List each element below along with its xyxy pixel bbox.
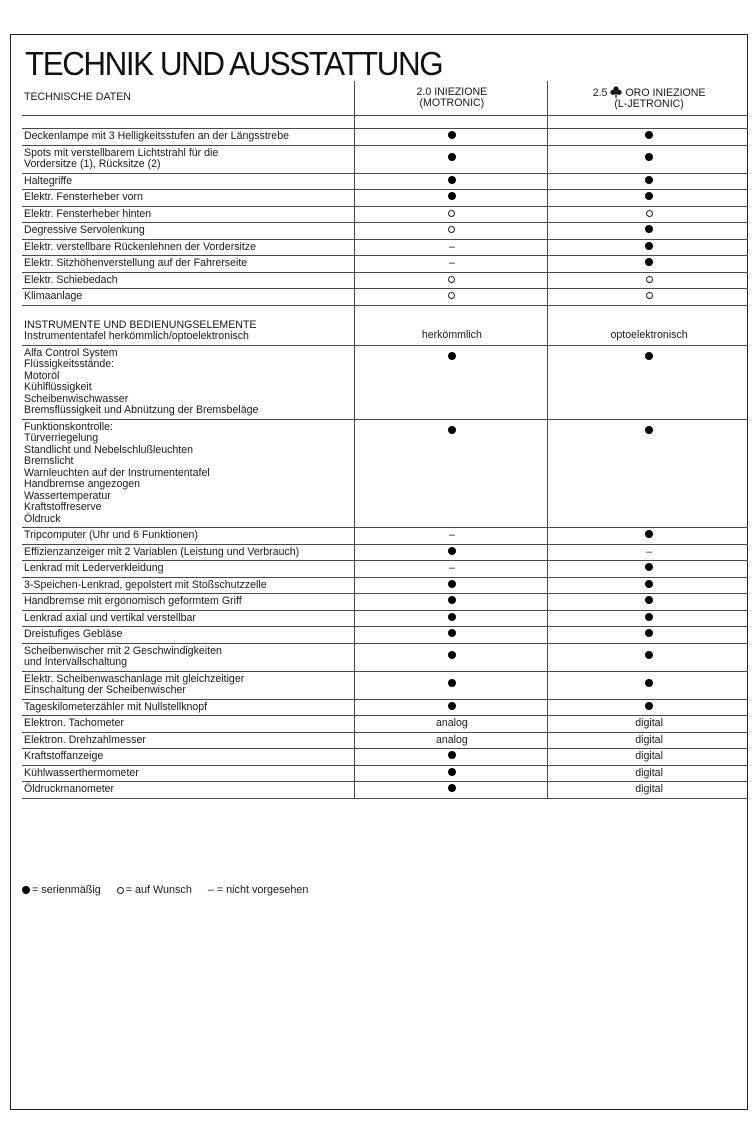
feature-label-line: Vordersitze (1), Rücksitze (2) [24,158,161,170]
table-row [22,289,748,306]
filled-dot-icon [448,702,456,710]
value-2-5 [548,716,748,733]
filled-dot-icon [448,613,456,621]
filled-dot-icon [22,886,30,894]
feature-label-line: Bremsflüssigkeit und Abnützung der Bremsbeläge [24,404,259,416]
value-2-0 [354,716,548,733]
table-row [22,190,748,207]
feature-label-line: Elektr. Sitzhöhenverstellung auf der Fahrerseite [24,257,248,269]
feature-label [22,561,354,578]
feature-label-line: Flüssigkeitsstände: [24,358,115,370]
column-header-2-5 [548,81,748,116]
filled-dot-icon [645,530,653,538]
feature-label-line: Handbremse angezogen [24,478,141,490]
column-header-2-0-line2: (MOTRONIC) [419,97,485,109]
feature-label [22,610,354,627]
feature-label [22,145,354,173]
feature-label-line: Haltegriffe [24,174,73,187]
filled-dot-icon [645,131,653,139]
open-circle-icon [646,276,653,283]
section-heading-cell [22,318,354,346]
feature-label-line: Tripcomputer (Uhr und 6 Funktionen) [24,529,198,541]
value-2-5 [548,419,748,528]
filled-dot-icon [645,629,653,637]
value-2-0 [354,643,548,671]
open-circle-icon [448,226,455,233]
value-2-0 [354,129,548,146]
feature-label-line: Standlicht und Nebelschlußleuchten [24,443,194,456]
spacer-row [22,305,748,318]
table-row [22,544,748,561]
feature-label [22,528,354,545]
filled-dot-icon [448,580,456,588]
feature-label-line: Wassertemperatur [24,489,111,502]
feature-label-line: Kraftstoffanzeige [24,750,104,762]
feature-label-line: Klimaanlage [24,290,83,302]
feature-label-line: Elektron. Drehzahlmesser [24,733,146,746]
feature-label-line: Scheibenwischwasser [24,392,129,405]
value-text: optoelektronisch [610,329,688,341]
value-text: digital [635,766,663,779]
value-2-5 [548,610,748,627]
value-2-0 [354,528,548,545]
filled-dot-icon [448,768,456,776]
legend-item-not-available [208,884,309,896]
table-row [22,528,748,545]
table-row [22,671,748,699]
table-row [22,272,748,289]
filled-dot-icon [448,751,456,759]
value-2-5 [548,765,748,782]
value-2-5 [548,256,748,273]
feature-label-line: Bremslicht [24,455,74,467]
table-row [22,173,748,190]
filled-dot-icon [645,580,653,588]
table-row [22,577,748,594]
feature-label-line: Öldruck [24,512,61,525]
feature-label-line: Dreistufiges Gebläse [24,628,123,640]
feature-label [22,544,354,561]
value-2-0 [354,419,548,528]
value-2-0 [354,289,548,306]
feature-label [22,272,354,289]
open-circle-icon [448,276,455,283]
open-circle-icon [117,887,124,894]
feature-label-line: Funktionskontrolle: [24,420,113,433]
feature-label-line: Deckenlampe mit 3 Helligkeitsstufen an der Längsstrebe [24,130,289,142]
feature-label-line: Tageskilometerzähler mit Nullstellknopf [24,700,208,713]
value-2-0 [354,732,548,749]
value-2-5 [548,528,748,545]
filled-dot-icon [645,596,653,604]
value-2-0 [354,145,548,173]
column-header-2-0-line1: 2.0 INIEZIONE [416,86,488,98]
feature-label [22,765,354,782]
feature-label [22,699,354,716]
table-header-row [22,81,748,116]
spacer-row [22,116,748,129]
column-header-2-5-line2: (L-JETRONIC) [614,98,684,110]
filled-dot-icon [448,426,456,434]
cloverleaf-icon [610,86,622,98]
feature-label [22,256,354,273]
value-2-0 [354,699,548,716]
feature-label [22,190,354,207]
filled-dot-icon [448,596,456,604]
filled-dot-icon [448,176,456,184]
feature-label [22,289,354,306]
value-2-5 [548,190,748,207]
feature-label [22,594,354,611]
value-2-5 [548,145,748,173]
feature-label [22,782,354,799]
filled-dot-icon [645,176,653,184]
table-row [22,206,748,223]
value-2-0 [354,671,548,699]
value-2-5 [548,699,748,716]
table-row [22,643,748,671]
section-row-instruments [22,318,748,346]
value-2-5 [548,206,748,223]
feature-label-line: Handbremse mit ergonomisch geformtem Griff [24,595,242,607]
table-row [22,699,748,716]
filled-dot-icon [645,352,653,360]
value-2-5 [548,345,748,419]
filled-dot-icon [448,153,456,161]
feature-label-line: Motoröl [24,369,60,382]
legend-item-standard [22,884,101,896]
feature-label-line: Effizienzanzeiger mit 2 Variablen (Leistung und Verbrauch) [24,545,300,558]
value-2-0 [354,782,548,799]
feature-label [22,627,354,644]
filled-dot-icon [448,131,456,139]
feature-label [22,716,354,733]
filled-dot-icon [645,651,653,659]
feature-label-line: Kühlwasserthermometer [24,766,139,779]
value-2-0 [354,544,548,561]
value-text: analog [435,717,468,729]
value-text: digital [635,733,663,746]
dash-mark: – [448,529,455,541]
feature-label-line: Einschaltung der Scheibenwischer [24,684,186,696]
table-row [22,129,748,146]
filled-dot-icon [645,613,653,621]
filled-dot-icon [448,679,456,687]
value-2-5 [548,173,748,190]
filled-dot-icon [645,426,653,434]
feature-label-line: Kühlflüssigkeit [24,381,92,393]
value-text: analog [435,733,468,746]
feature-label-line: Elektr. verstellbare Rückenlehnen der Vordersitze [24,240,257,253]
feature-label-line: und Intervallschaltung [24,656,128,668]
feature-label-line: Elektr. Fensterheber hinten [24,207,152,220]
table-row [22,732,748,749]
feature-label-line: Kraftstoffreserve [24,501,102,513]
value-text: digital [635,783,663,795]
value-2-5 [548,732,748,749]
value-2-5 [548,749,748,766]
value-2-0 [354,627,548,644]
feature-label [22,732,354,749]
spec-sheet-page [10,34,748,1110]
feature-label-line: Elektr. Scheibenwaschanlage mit gleichzeitiger [24,672,245,685]
table-row [22,627,748,644]
legend-optional-label: = auf Wunsch [125,884,192,896]
feature-label [22,345,354,419]
legend-item-optional [117,884,192,896]
value-2-0 [354,173,548,190]
open-circle-icon [448,210,455,217]
column-header-2-0 [354,81,548,116]
feature-label [22,577,354,594]
legend-not-available-label: – = nicht vorgesehen [207,884,309,896]
value-2-0 [354,223,548,240]
open-circle-icon [448,292,455,299]
value-2-0 [354,561,548,578]
value-2-5 [548,239,748,256]
value-2-5 [548,544,748,561]
value-text: digital [635,717,663,729]
column-header-2-5-line1: ORO INIEZIONE [625,87,706,99]
filled-dot-icon [645,702,653,710]
feature-label-line: Türverriegelung [24,432,99,444]
feature-label-line: Instrumententafel herkömmlich/optoelektronisch [24,330,249,342]
section-heading: INSTRUMENTE UND BEDIENUNGSELEMENTE [24,318,257,331]
value-2-5 [548,782,748,799]
feature-label-line: Warnleuchten auf der Instrumententafel [24,466,210,479]
value-2-0 [354,594,548,611]
value-2-0 [354,239,548,256]
value-2-5 [548,577,748,594]
value-2-5 [548,129,748,146]
value-2-0 [354,345,548,419]
value-text: digital [635,750,663,762]
value-2-0 [354,610,548,627]
value-2-5 [548,561,748,578]
table-row [22,256,748,273]
value-2-0 [354,256,548,273]
table-row [22,749,748,766]
feature-label-line: Lenkrad mit Lederverkleidung [24,562,164,574]
feature-label-line: Degressive Servolenkung [24,224,145,236]
filled-dot-icon [645,258,653,266]
filled-dot-icon [448,352,456,360]
section-heading: TECHNISCHE DATEN [22,81,354,116]
column-header-2-5-prefix: 2.5 [592,87,608,99]
legend-standard-label: = serienmäßig [32,884,101,896]
feature-label-line: Öldruckmanometer [24,783,115,795]
dash-mark: – [448,240,455,253]
filled-dot-icon [645,153,653,161]
value-2-0 [354,577,548,594]
value-2-5 [548,627,748,644]
value-2-5 [548,223,748,240]
filled-dot-icon [645,192,653,200]
page-title: TECHNIK UND AUSSTATTUNG [25,45,443,82]
table-row [22,561,748,578]
value-2-0 [354,272,548,289]
table-row [22,782,748,799]
value-2-5 [548,671,748,699]
filled-dot-icon [645,242,653,250]
open-circle-icon [646,210,653,217]
table-row [22,223,748,240]
table-row [22,594,748,611]
feature-label [22,223,354,240]
table-row [22,610,748,627]
table-row [22,716,748,733]
value-2-0 [354,318,548,346]
filled-dot-icon [448,629,456,637]
value-2-5 [548,318,748,346]
filled-dot-icon [448,547,456,555]
feature-label-line: Alfa Control System [24,346,118,359]
table-row [22,345,748,419]
feature-label-line: 3-Speichen-Lenkrad, gepolstert mit Stoßschutzzelle [24,578,267,591]
table-row [22,145,748,173]
feature-label-line: Elektron. Tachometer [24,717,124,729]
dash-mark: – [448,257,455,269]
feature-label-line: Lenkrad axial und vertikal verstellbar [24,611,196,624]
filled-dot-icon [448,192,456,200]
table-row [22,419,748,528]
value-text: herkömmlich [421,329,482,341]
feature-label [22,239,354,256]
feature-label [22,671,354,699]
value-2-5 [548,289,748,306]
value-2-5 [548,272,748,289]
spec-table [22,81,748,799]
value-2-0 [354,190,548,207]
feature-label-line: Elektr. Fensterheber vorn [24,191,143,203]
feature-label-line: Spots mit verstellbarem Lichtstrahl für die [24,146,219,159]
value-2-0 [354,749,548,766]
open-circle-icon [646,292,653,299]
filled-dot-icon [645,225,653,233]
table-row [22,239,748,256]
value-2-5 [548,643,748,671]
dash-mark: – [448,562,455,574]
value-2-0 [354,765,548,782]
feature-label [22,173,354,190]
feature-label [22,749,354,766]
filled-dot-icon [645,563,653,571]
feature-label [22,419,354,528]
value-2-0 [354,206,548,223]
feature-label [22,206,354,223]
feature-label [22,643,354,671]
filled-dot-icon [448,651,456,659]
filled-dot-icon [448,784,456,792]
dash-mark: – [646,545,653,558]
feature-label-line: Scheibenwischer mit 2 Geschwindigkeiten [24,644,222,657]
filled-dot-icon [645,679,653,687]
table-row [22,765,748,782]
value-2-5 [548,594,748,611]
feature-label-line: Elektr. Schiebedach [24,273,118,286]
legend [22,884,324,896]
feature-label [22,129,354,146]
